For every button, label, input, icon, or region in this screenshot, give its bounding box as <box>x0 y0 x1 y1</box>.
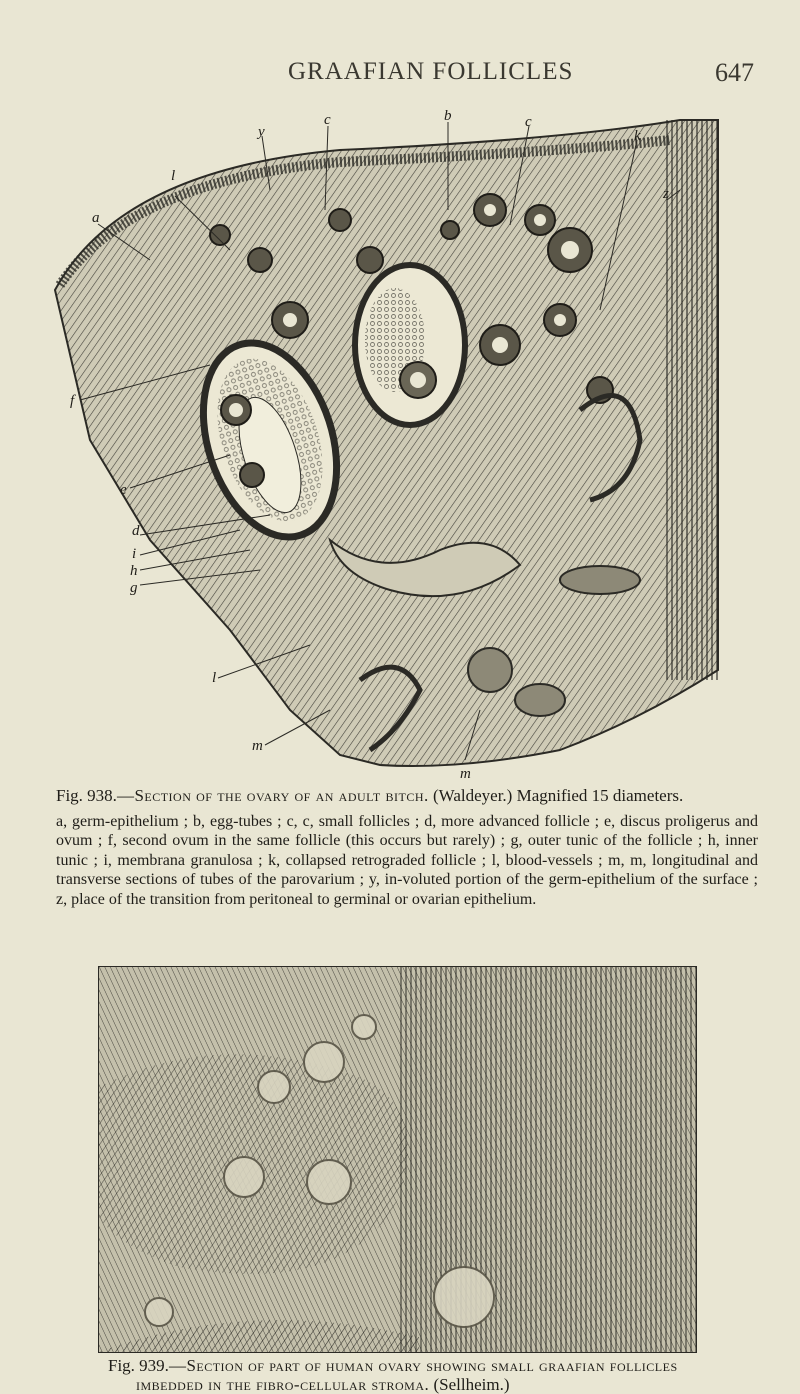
figure-939-human-ovary <box>98 966 697 1353</box>
running-title: GRAAFIAN FOLLICLES <box>288 58 574 85</box>
figure-939-caption <box>108 1356 748 1394</box>
figure-938-title <box>56 786 758 806</box>
label-e: e <box>120 482 127 498</box>
label-m-2: m <box>460 766 471 782</box>
label-m-1: m <box>252 738 263 754</box>
label-z: z <box>663 186 669 202</box>
page-header <box>0 58 800 98</box>
label-d: d <box>132 523 140 539</box>
figure-939-title-line1: —Section of part of human ovary showing small graafian follicles <box>168 1356 678 1375</box>
label-a: a <box>92 210 100 226</box>
label-g: g <box>130 580 138 596</box>
label-y: y <box>258 124 265 140</box>
label-c-2: c <box>525 114 532 130</box>
label-i: i <box>132 546 137 562</box>
label-f: f <box>70 393 75 409</box>
label-c-1: c <box>324 112 331 128</box>
figure-939-title-line2: imbedded in the fibro-cellular stroma. <box>136 1375 430 1394</box>
label-l-top: l <box>171 168 176 184</box>
figure-939-title-line2-wrap <box>108 1375 748 1394</box>
figure-938-heading: —Section of the ovary of an adult bitch. <box>116 786 429 805</box>
label-l-bottom: l <box>212 670 217 686</box>
ovary-section-illustration <box>40 110 745 782</box>
figure-939-source: (Sellheim.) <box>433 1375 510 1394</box>
human-ovary-illustration <box>99 967 696 1352</box>
label-h: h <box>130 563 138 579</box>
label-b: b <box>444 110 452 124</box>
figure-938-ovary-section <box>40 110 745 782</box>
figure-938-source: (Waldeyer.) Magnified 15 diameters. <box>433 786 684 805</box>
label-k: k <box>634 128 641 144</box>
figure-938-legend: a, germ-epithelium ; b, egg-tubes ; c, c, small follicles ; d, more advanced follicle ; e, discus proligerus and ovum ; f, second ovum in the same follicle (this occurs but rarely) ; g, outer tunic of the follicle ; h, inner tunic ; i, membrana granulosa ; k, collapsed retrograded follicle ; l, blood-vessels ; m, m, longitudinal and transverse sections of tubes of the parovarium ; y, in-voluted portion of the germ-epithelium of the surface ; z, place of the transition from peritoneal to germinal or ovarian epithelium. <box>56 812 758 908</box>
figure-939-number: Fig. 939. <box>108 1356 169 1375</box>
page-number: 647 <box>715 58 754 87</box>
figure-938-number: Fig. 938. <box>56 786 117 805</box>
figure-938-caption <box>56 786 758 909</box>
